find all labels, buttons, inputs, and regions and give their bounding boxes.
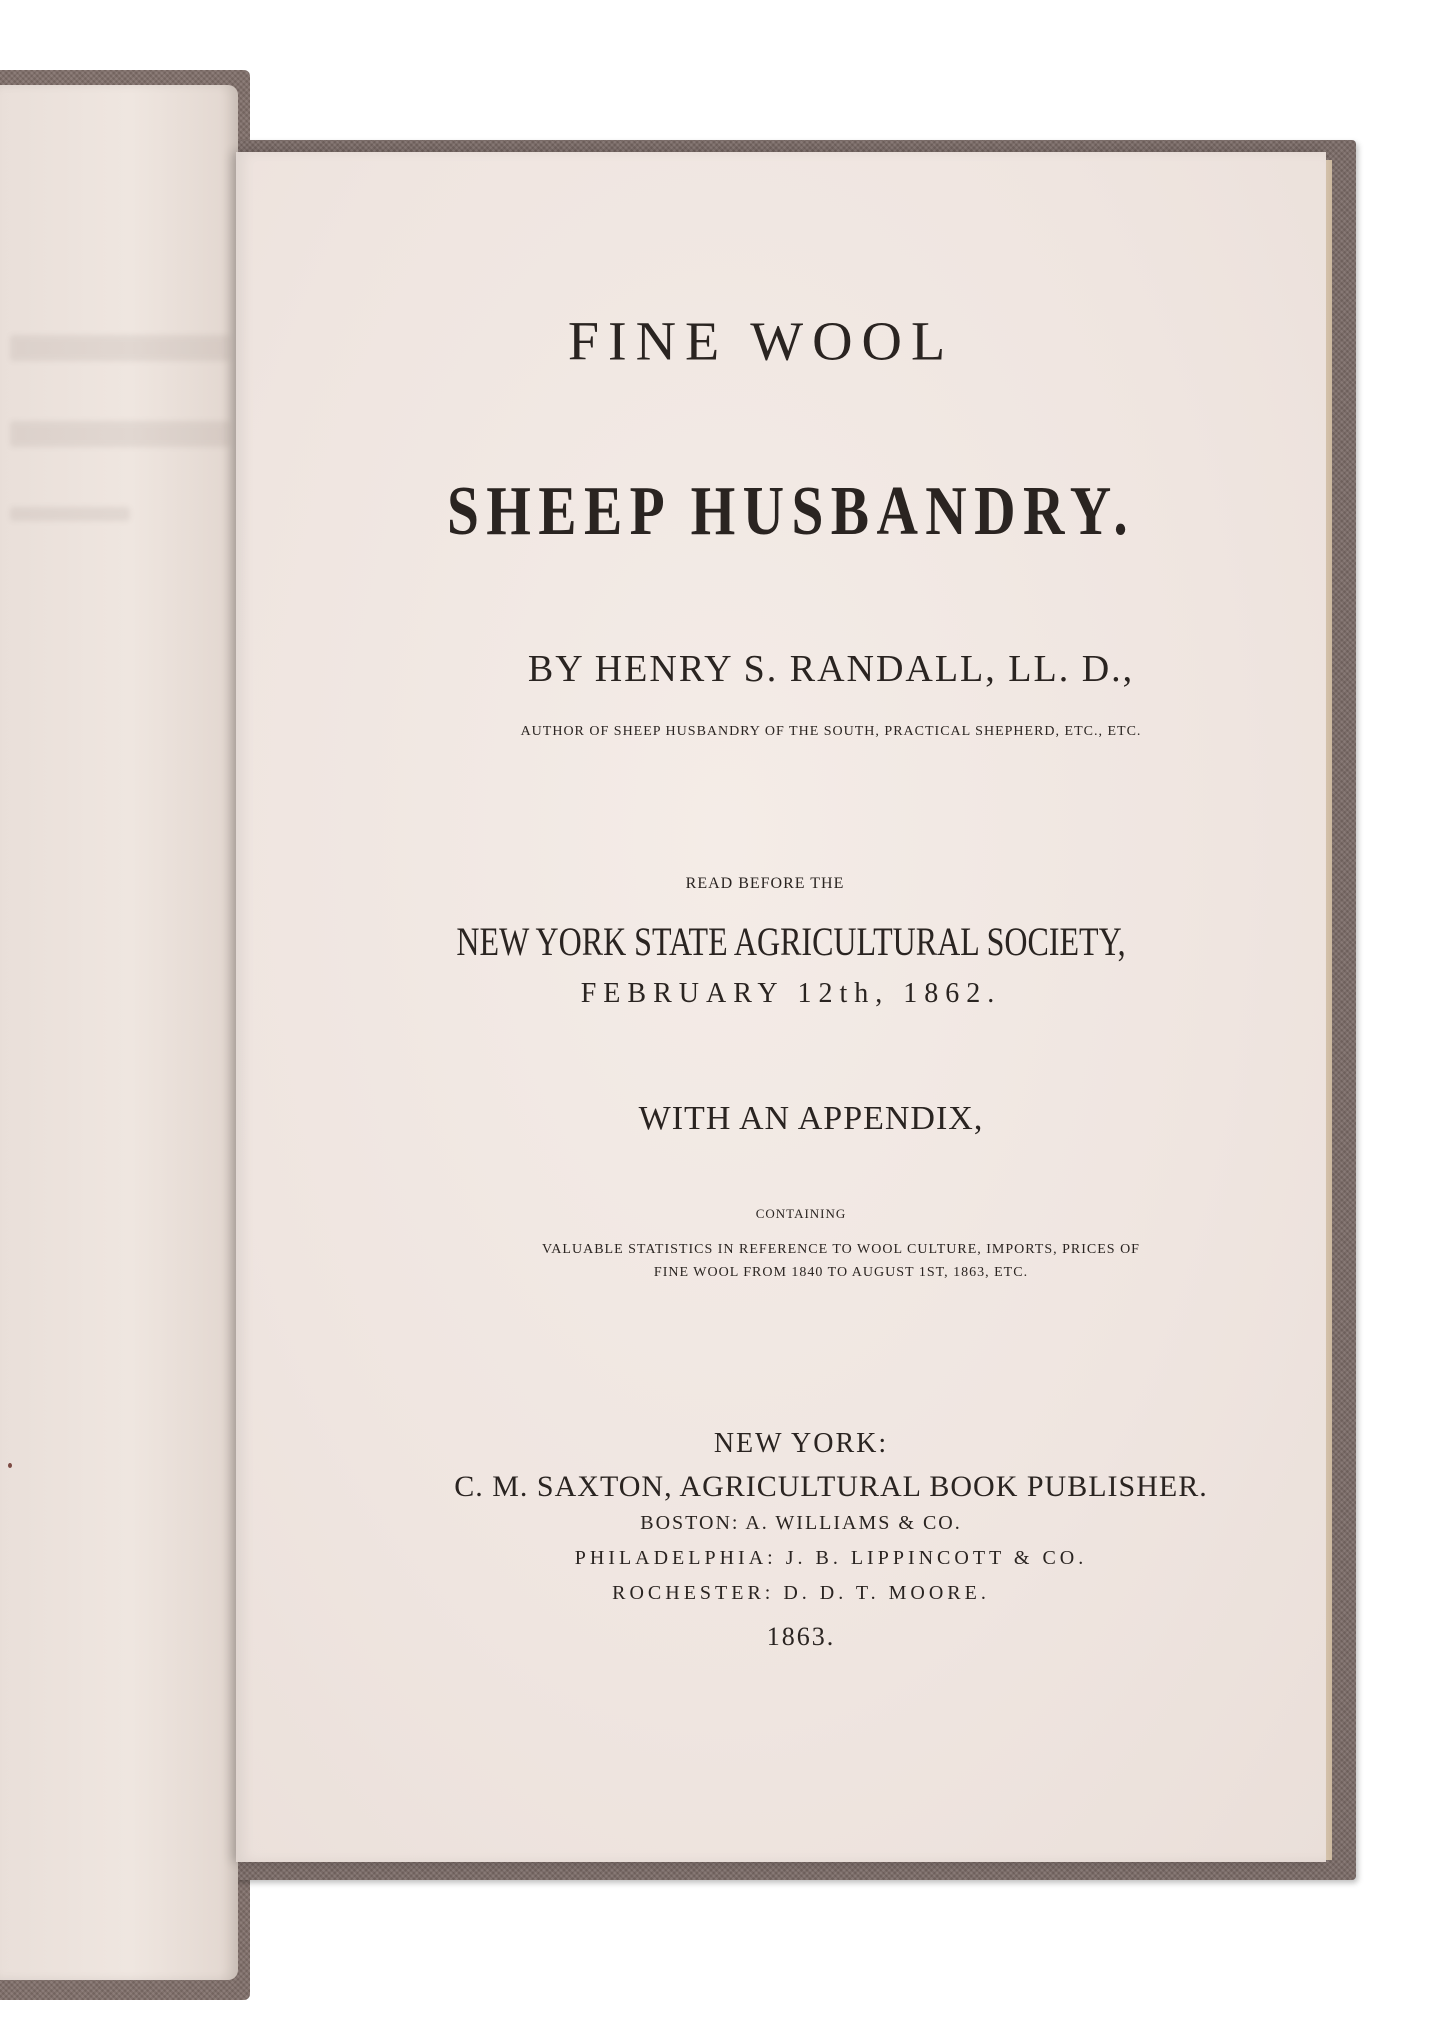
- ghost-line: [10, 421, 230, 447]
- imprint-city: NEW YORK:: [713, 1428, 889, 1459]
- author-line: BY HENRY S. RANDALL, LL. D.,: [527, 648, 1135, 690]
- title-line-1: FINE WOOL: [567, 311, 955, 373]
- read-before-label: READ BEFORE THE: [685, 875, 845, 892]
- imprint-rochester: ROCHESTER: D. D. T. MOORE.: [612, 1582, 990, 1604]
- foxing-spot: [8, 1463, 12, 1468]
- reading-date: FEBRUARY 12th, 1862.: [580, 978, 1002, 1009]
- show-through-text: [10, 335, 230, 635]
- title-page: [236, 152, 1326, 1862]
- publication-year: 1863.: [766, 1622, 836, 1651]
- contents-line-2: FINE WOOL FROM 1840 TO AUGUST 1ST, 1863, ETC.: [653, 1265, 1029, 1280]
- facing-page: [0, 85, 238, 1980]
- contents-line-1: VALUABLE STATISTICS IN REFERENCE TO WOOL CULTURE, IMPORTS, PRICES OF: [542, 1242, 1140, 1257]
- containing-label: CONTAINING: [755, 1206, 847, 1221]
- ghost-line: [10, 335, 230, 361]
- publisher-line: C. M. SAXTON, AGRICULTURAL BOOK PUBLISHER.: [454, 1470, 1208, 1503]
- society-name: NEW YORK STATE AGRICULTURAL SOCIETY,: [456, 919, 1126, 964]
- ghost-line: [10, 507, 130, 521]
- imprint-boston: BOSTON: A. WILLIAMS & CO.: [640, 1512, 962, 1534]
- author-credits: AUTHOR OF SHEEP HUSBANDRY OF THE SOUTH, PRACTICAL SHEPHERD, ETC., ETC.: [520, 724, 1142, 739]
- title-line-2: SHEEP HUSBANDRY.: [446, 473, 1136, 550]
- appendix-heading: WITH AN APPENDIX,: [638, 1100, 984, 1137]
- imprint-philadelphia: PHILADELPHIA: J. B. LIPPINCOTT & CO.: [574, 1547, 1088, 1569]
